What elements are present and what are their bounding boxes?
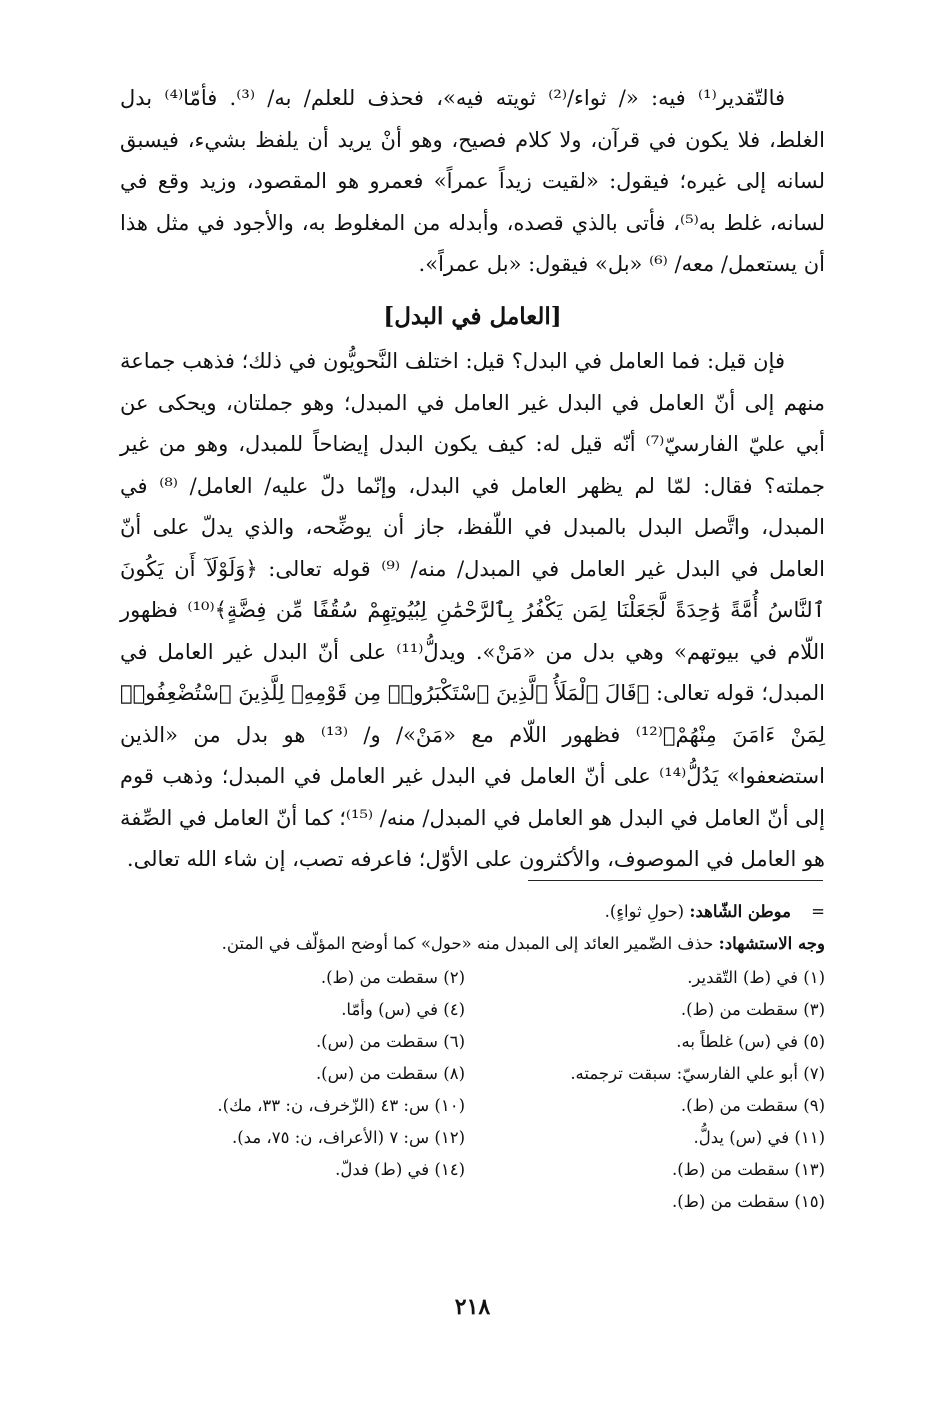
footnote-list bbox=[120, 962, 825, 1218]
footnote-15: (١٥) سقطت من (ط). bbox=[671, 1192, 825, 1211]
footnote-3: (٣) سقطت من (ط). bbox=[680, 1000, 825, 1019]
istishhad-text: حذف الضّمير العائد إلى المبدل منه «حول» كما أوضح المؤلّف في المتن. bbox=[221, 934, 714, 953]
footnote-9: (٩) سقطت من (ط). bbox=[680, 1096, 825, 1115]
footnotes-area bbox=[120, 896, 825, 1218]
footnote-2: (٢) سقطت من (ط). bbox=[320, 968, 465, 987]
istishhad-line bbox=[120, 928, 825, 960]
paragraph-2: فإن قيل: فما العامل في البدل؟ قيل: اختلف النَّحويُّون في ذلك؛ فذهب جماعة منهم إلى أنّ العامل في البدل غير العامل في المبدل؛ وهو جملتان، ويحكى عن أبي عليّ الفارسيّ⁽⁷⁾ أنّه قيل له: كيف يكون البدل إيضاحاً للمبدل، وهو من غير جملته؟ فقال: لمّا لم يظهر العامل في البدل، وإنّما دلّ عليه/ العامل/ ⁽⁸⁾ في المبدل، واتَّصل البدل بالمبدل في اللّفظ، جاز أن يوضِّحه، والذي يدلّ على أنّ العامل في البدل غير العامل في المبدل/ منه/ ⁽⁹⁾ قوله تعالى: ﴿وَلَوْلَآ أَن يَكُونَ ٱلنَّاسُ أُمَّةً وَٰحِدَةً لَّجَعَلْنَا لِمَن يَكْفُرُ بِٱلرَّحْمَٰنِ لِبُيُوتِهِمْ سُقُفًا مِّن فِضَّةٍ﴾⁽¹⁰⁾ فظهور اللّام في بيوتهم» وهي بدل من «مَنْ». ويدلُّ⁽¹¹⁾ على أنّ البدل غير العامل في المبدل؛ قوله تعالى: ﴿قَالَ ٱلْمَلَأُ ٱلَّذِينَ ٱسْتَكْبَرُوا۟ مِن قَوْمِهِۦ لِلَّذِينَ ٱسْتُضْعِفُوا۟ لِمَنْ ءَامَنَ مِنْهُمْ﴾⁽¹²⁾ فظهور اللّام مع «مَنْ»/ و/ ⁽¹³⁾ هو بدل من «الذين استضعفوا» يَدُلُّ⁽¹⁴⁾ على أنّ العامل في البدل غير العامل في المبدل؛ وذهب قوم إلى أنّ العامل في البدل هو العامل في المبدل/ منه/ ⁽¹⁵⁾؛ كما أنّ العامل في الصِّفة هو العامل في الموصوف، والأكثرون على الأوّل؛ فاعرفه تصب، إن شاء الله تعالى. bbox=[120, 349, 826, 871]
footnote-6: (٦) سقطت من (س). bbox=[315, 1032, 465, 1051]
section-heading: [العامل في البدل] bbox=[383, 302, 562, 330]
footnote-4: (٤) في (س) وأمّا. bbox=[341, 1000, 465, 1019]
main-text bbox=[120, 78, 825, 881]
footnote-8: (٨) سقطت من (س). bbox=[315, 1064, 465, 1083]
shahid-text: (حولِ ثواءٍ). bbox=[604, 902, 685, 921]
shahid-label: موطن الشّاهد: bbox=[689, 902, 791, 921]
shahid-line bbox=[120, 896, 825, 928]
footnote-12: (١٢) س: ٧ (الأعراف، ن: ٧٥، مد). bbox=[232, 1128, 465, 1147]
footnote-10: (١٠) س: ٤٣ (الزّخرف، ن: ٣٣، مك). bbox=[217, 1096, 465, 1115]
footnote-separator bbox=[528, 880, 823, 881]
footnote-13: (١٣) سقطت من (ط). bbox=[671, 1160, 825, 1179]
istishhad-label: وجه الاستشهاد: bbox=[718, 934, 825, 953]
continuation-mark: = bbox=[811, 902, 825, 921]
paragraph-1: فالتّقدير⁽¹⁾ فيه: «/ ثواء/⁽²⁾ ثويته فيه»، فحذف للعلم/ به/ ⁽³⁾. فأمّا⁽⁴⁾ بدل الغلط، فلا يكون في قرآن، ولا كلام فصيح، وهو أنْ يريد أن يلفظ بشيء، فيسبق لسانه إلى غيره؛ فيقول: «لقيت زيداً عمراً» فعمرو هو المقصود، وزيد وقع في لسانه، غلط به⁽⁵⁾، فأتى بالذي قصده، وأبدله من المغلوط به، والأجود في مثل هذا أن يستعمل/ معه/ ⁽⁶⁾ «بل» فيقول: «بل عمراً». bbox=[120, 86, 825, 276]
footnote-5: (٥) في (س) غلطاً به. bbox=[676, 1032, 825, 1051]
footnote-7: (٧) أبو علي الفارسيّ: سبقت ترجمته. bbox=[570, 1064, 825, 1083]
page-number: ٢١٨ bbox=[454, 1294, 491, 1320]
footnote-11: (١١) في (س) يدلُّ. bbox=[693, 1128, 825, 1147]
footnote-1: (١) في (ط) التّقدير. bbox=[687, 968, 825, 987]
footnote-14: (١٤) في (ط) فدلّ. bbox=[335, 1160, 465, 1179]
